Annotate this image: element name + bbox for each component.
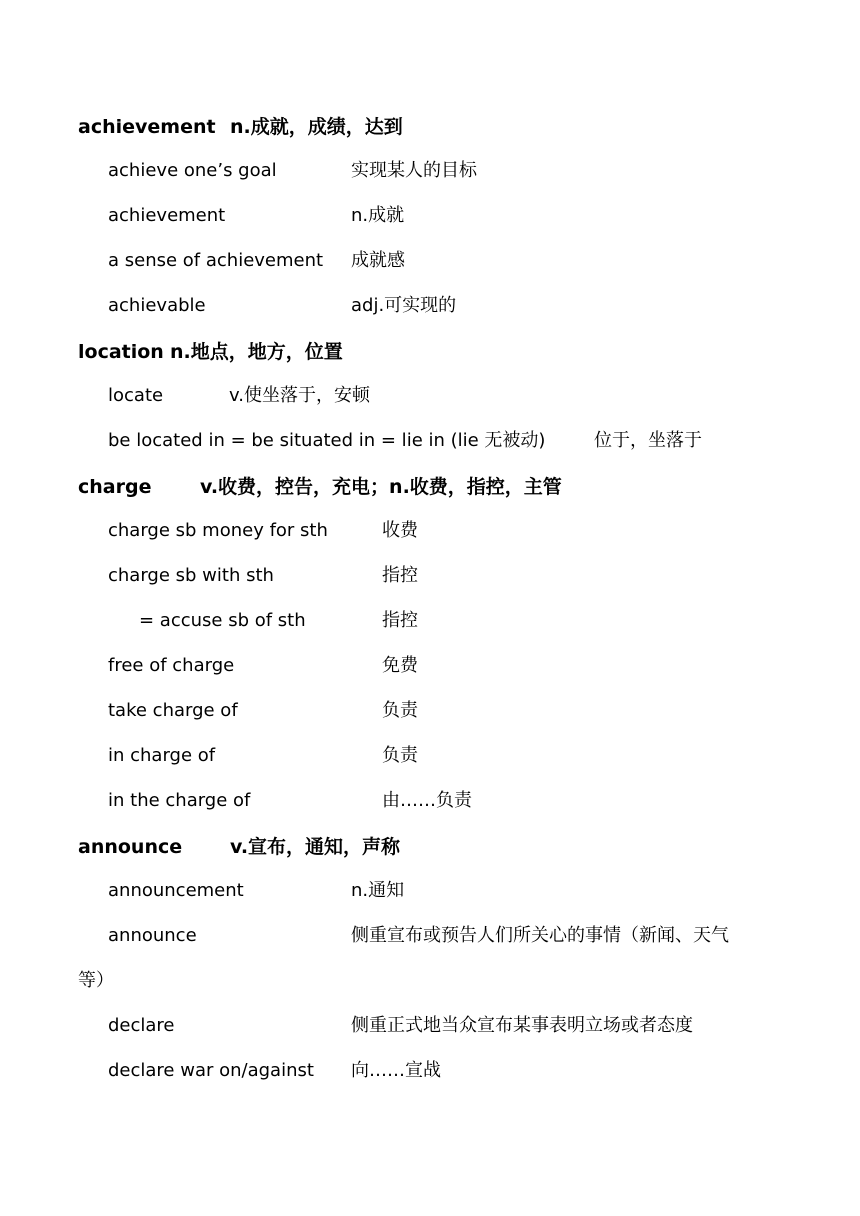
headword: announce	[78, 836, 183, 858]
entry-meaning: 免费	[382, 655, 418, 676]
entry-meaning-continuation: 等）	[78, 970, 114, 991]
entry-phrase: be located in = be situated in = lie in (lie 无被动)	[108, 430, 546, 451]
entry-meaning: 侧重正式地当众宣布某事表明立场或者态度	[351, 1015, 693, 1036]
entry-phrase: announce	[108, 925, 197, 946]
headword-definition: n.成就，成绩，达到	[230, 116, 403, 138]
entry-phrase: locate	[108, 385, 164, 406]
headword-definition: v.收费，控告，充电；n.收费，指控，主管	[200, 476, 562, 498]
entry-phrase: announcement	[108, 880, 244, 901]
entry-meaning: v.使坐落于，安顿	[229, 385, 370, 406]
entry-meaning: 侧重宣布或预告人们所关心的事情（新闻、天气	[351, 925, 729, 946]
headword: charge	[78, 476, 152, 498]
headword: location	[78, 341, 164, 363]
entry-meaning: 向……宣战	[351, 1060, 441, 1081]
entry-meaning: 实现某人的目标	[351, 160, 477, 181]
entry-meaning: n.通知	[351, 880, 405, 901]
entry-phrase: = accuse sb of sth	[139, 610, 306, 631]
entry-meaning: 指控	[382, 610, 418, 631]
entry-meaning: adj.可实现的	[351, 295, 457, 316]
entry-meaning: 由……负责	[382, 790, 472, 811]
entry-phrase: achievement	[108, 205, 226, 226]
entry-phrase: charge sb with sth	[108, 565, 274, 586]
headword: achievement	[78, 116, 216, 138]
entry-phrase: charge sb money for sth	[108, 520, 328, 541]
entry-phrase: in the charge of	[108, 790, 251, 811]
entry-meaning: 负责	[382, 700, 418, 721]
entry-meaning: 负责	[382, 745, 418, 766]
headword-definition: v.宣布，通知，声称	[230, 836, 401, 858]
entry-phrase: a sense of achievement	[108, 250, 324, 271]
entry-phrase: declare	[108, 1015, 175, 1036]
entry-phrase: achievable	[108, 295, 206, 316]
entry-meaning: 成就感	[351, 250, 405, 271]
headword-definition: n.地点，地方，位置	[170, 341, 343, 363]
entry-phrase: declare war on/against	[108, 1060, 314, 1081]
entry-meaning: 收费	[382, 520, 418, 541]
entry-phrase: take charge of	[108, 700, 238, 721]
entry-phrase: achieve one’s goal	[108, 160, 277, 181]
entry-meaning: 指控	[382, 565, 418, 586]
entry-phrase: in charge of	[108, 745, 216, 766]
entry-meaning: n.成就	[351, 205, 405, 226]
entry-phrase: free of charge	[108, 655, 235, 676]
entry-meaning: 位于，坐落于	[594, 430, 702, 451]
